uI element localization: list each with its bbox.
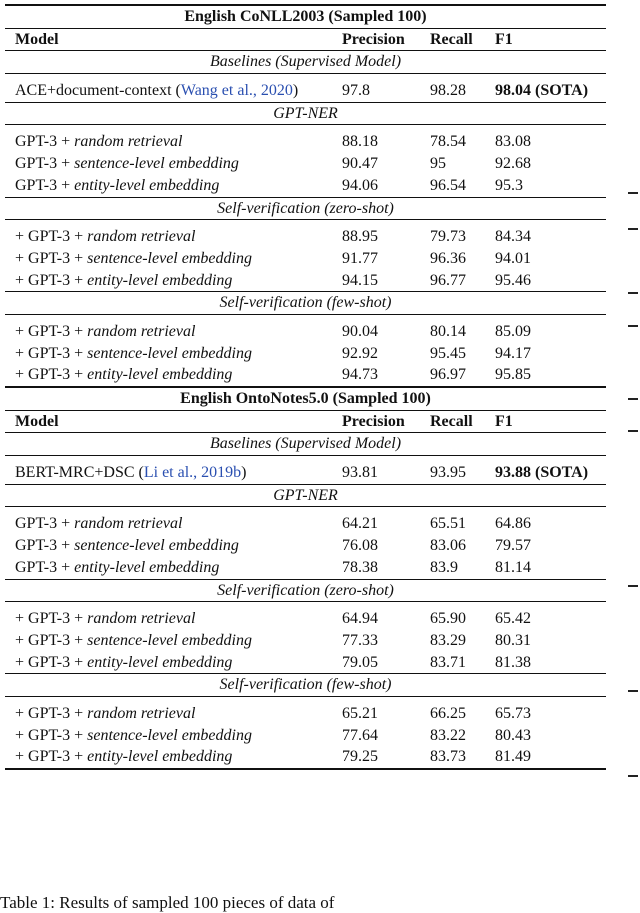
model-cell — [15, 557, 219, 579]
model-prefix: GPT-3 + — [15, 558, 75, 576]
table-row — [5, 513, 606, 535]
precision-cell: 65.21 — [342, 704, 378, 722]
model-method: random retrieval — [87, 610, 196, 628]
f1-cell: 80.31 — [495, 631, 531, 649]
model-prefix: + GPT-3 + — [15, 653, 88, 671]
precision-cell: 94.15 — [342, 271, 378, 289]
f1-cell: 80.43 — [495, 726, 531, 744]
side-mark — [628, 430, 638, 432]
recall-cell: 83.71 — [430, 653, 466, 671]
model-prefix: GPT-3 + — [15, 537, 75, 555]
section-title-text: English CoNLL2003 (Sampled 100) — [184, 8, 427, 25]
recall-cell: 80.14 — [430, 322, 466, 340]
table-row — [5, 175, 606, 197]
model-cell — [15, 131, 182, 153]
recall-cell: 93.95 — [430, 464, 466, 482]
model-cell — [15, 364, 232, 386]
model-cell — [15, 175, 219, 197]
table-row — [5, 226, 606, 248]
f1-cell: 95.46 — [495, 271, 531, 289]
citation-link: Li et al., 2019b — [143, 464, 242, 482]
model-cell — [15, 226, 195, 248]
group-label: GPT-NER — [273, 486, 338, 504]
f1-cell: 85.09 — [495, 322, 531, 340]
baseline-model — [15, 462, 246, 484]
precision-cell: 90.47 — [342, 155, 378, 173]
f1-cell: 98.04 (SOTA) — [495, 82, 589, 100]
recall-cell: 96.54 — [430, 176, 466, 194]
group-label: Self-verification (zero-shot) — [217, 199, 394, 217]
model-prefix: + GPT-3 + — [15, 748, 88, 766]
model-prefix: + GPT-3 + — [15, 631, 88, 649]
baseline-close: ) — [292, 82, 299, 100]
side-mark — [628, 192, 638, 194]
side-mark — [628, 325, 638, 327]
f1-cell: 95.3 — [495, 176, 523, 194]
precision-cell: 77.33 — [342, 631, 378, 649]
model-method: sentence-level embedding — [87, 344, 252, 362]
f1-cell: 92.68 — [495, 155, 531, 173]
precision-cell: 94.06 — [342, 176, 378, 194]
header-precision: Precision — [342, 412, 405, 430]
results-table — [5, 4, 606, 770]
model-method: random retrieval — [74, 515, 183, 533]
table-row — [5, 608, 606, 630]
group-label-row — [5, 51, 606, 73]
recall-cell: 65.51 — [430, 515, 466, 533]
model-method: sentence-level embedding — [74, 155, 239, 173]
model-cell — [15, 630, 252, 652]
table-caption: Table 1: Results of sampled 100 pieces of data of — [0, 893, 335, 912]
side-mark — [628, 228, 638, 230]
table-row — [5, 321, 606, 343]
model-cell — [15, 343, 252, 365]
baseline-close: ) — [241, 464, 247, 482]
model-cell — [15, 608, 195, 630]
model-method: sentence-level embedding — [87, 631, 252, 649]
precision-cell: 94.73 — [342, 366, 378, 384]
model-prefix: + GPT-3 + — [15, 704, 88, 722]
model-method: sentence-level embedding — [74, 537, 239, 555]
precision-cell: 97.8 — [342, 82, 370, 100]
group-label: Self-verification (few-shot) — [219, 676, 392, 694]
citation-link: Wang et al., 2020 — [180, 82, 293, 100]
model-method: entity-level embedding — [87, 748, 233, 766]
group-label-row — [5, 485, 606, 507]
model-method: entity-level embedding — [87, 653, 233, 671]
model-method: random retrieval — [87, 322, 196, 340]
model-prefix: + GPT-3 + — [15, 271, 88, 289]
precision-cell: 76.08 — [342, 537, 378, 555]
model-cell — [15, 270, 232, 292]
group-label-row — [5, 103, 606, 125]
section-title — [5, 6, 606, 28]
f1-cell: 83.08 — [495, 133, 531, 151]
precision-cell: 79.25 — [342, 748, 378, 766]
f1-cell: 65.42 — [495, 610, 531, 628]
f1-cell: 81.38 — [495, 653, 531, 671]
precision-cell: 90.04 — [342, 322, 378, 340]
model-cell — [15, 321, 195, 343]
model-cell — [15, 703, 195, 725]
recall-cell: 83.9 — [430, 558, 458, 576]
precision-cell: 92.92 — [342, 344, 378, 362]
f1-cell: 81.49 — [495, 748, 531, 766]
model-method: random retrieval — [87, 704, 196, 722]
f1-cell: 65.73 — [495, 704, 531, 722]
f1-cell: 84.34 — [495, 228, 531, 246]
recall-cell: 83.06 — [430, 537, 466, 555]
recall-cell: 95.45 — [430, 344, 466, 362]
header-model: Model — [15, 30, 59, 48]
recall-cell: 98.28 — [430, 82, 466, 100]
group-label: GPT-NER — [273, 104, 338, 122]
model-method: random retrieval — [87, 228, 196, 246]
precision-cell: 64.94 — [342, 610, 378, 628]
header-row — [5, 29, 606, 51]
recall-cell: 83.29 — [430, 631, 466, 649]
table-row — [5, 131, 606, 153]
baseline-model — [15, 80, 298, 102]
model-method: entity-level embedding — [87, 271, 233, 289]
header-recall: Recall — [430, 412, 473, 430]
side-mark — [628, 690, 638, 692]
model-prefix: GPT-3 + — [15, 176, 75, 194]
model-method: sentence-level embedding — [87, 726, 252, 744]
table-rule — [5, 768, 606, 770]
baseline-name: BERT-MRC+DSC ( — [15, 464, 144, 482]
model-method: sentence-level embedding — [87, 249, 252, 267]
group-label-row — [5, 580, 606, 602]
header-model: Model — [15, 412, 59, 430]
baseline-row — [5, 80, 606, 102]
model-prefix: + GPT-3 + — [15, 249, 88, 267]
f1-cell: 95.85 — [495, 366, 531, 384]
f1-cell: 64.86 — [495, 515, 531, 533]
precision-cell: 88.18 — [342, 133, 378, 151]
group-label: Baselines (Supervised Model) — [209, 435, 402, 453]
header-f1: F1 — [495, 412, 513, 430]
model-prefix: + GPT-3 + — [15, 726, 88, 744]
side-mark — [628, 292, 638, 294]
header-f1: F1 — [495, 30, 513, 48]
group-label: Baselines (Supervised Model) — [209, 53, 402, 71]
model-method: entity-level embedding — [74, 558, 220, 576]
recall-cell: 79.73 — [430, 228, 466, 246]
model-prefix: + GPT-3 + — [15, 322, 88, 340]
baseline-name: ACE+document-context ( — [15, 82, 181, 100]
table-row — [5, 703, 606, 725]
table-row — [5, 630, 606, 652]
model-prefix: GPT-3 + — [15, 155, 75, 173]
group-label-row — [5, 198, 606, 220]
baseline-row — [5, 462, 606, 484]
model-prefix: GPT-3 + — [15, 515, 75, 533]
recall-cell: 66.25 — [430, 704, 466, 722]
recall-cell: 65.90 — [430, 610, 466, 628]
precision-cell: 93.81 — [342, 464, 378, 482]
side-mark — [628, 585, 638, 587]
precision-cell: 91.77 — [342, 249, 378, 267]
recall-cell: 95 — [430, 155, 446, 173]
table-row — [5, 652, 606, 674]
model-cell — [15, 248, 252, 270]
f1-cell: 93.88 (SOTA) — [495, 464, 589, 482]
f1-cell: 79.57 — [495, 537, 531, 555]
model-cell — [15, 725, 252, 747]
group-label-row — [5, 674, 606, 696]
side-mark — [628, 398, 638, 400]
group-label-row — [5, 292, 606, 314]
table-row — [5, 343, 606, 365]
side-mark — [628, 775, 638, 777]
table-row — [5, 364, 606, 386]
model-method: entity-level embedding — [87, 366, 233, 384]
f1-cell: 81.14 — [495, 558, 531, 576]
table-row — [5, 270, 606, 292]
group-label: Self-verification (few-shot) — [219, 294, 392, 312]
model-method: entity-level embedding — [74, 176, 220, 194]
group-label: Self-verification (zero-shot) — [217, 581, 394, 599]
model-prefix: + GPT-3 + — [15, 228, 88, 246]
table-row — [5, 535, 606, 557]
model-method: random retrieval — [74, 133, 183, 151]
header-recall: Recall — [430, 30, 473, 48]
header-row — [5, 411, 606, 433]
table-row — [5, 557, 606, 579]
group-label-row — [5, 433, 606, 455]
model-cell — [15, 153, 239, 175]
table-row — [5, 153, 606, 175]
model-prefix: GPT-3 + — [15, 133, 75, 151]
model-cell — [15, 652, 232, 674]
precision-cell: 64.21 — [342, 515, 378, 533]
precision-cell: 79.05 — [342, 653, 378, 671]
recall-cell: 83.73 — [430, 748, 466, 766]
header-precision: Precision — [342, 30, 405, 48]
precision-cell: 88.95 — [342, 228, 378, 246]
model-cell — [15, 746, 232, 768]
precision-cell: 77.64 — [342, 726, 378, 744]
model-prefix: + GPT-3 + — [15, 366, 88, 384]
recall-cell: 78.54 — [430, 133, 466, 151]
model-prefix: + GPT-3 + — [15, 344, 88, 362]
f1-cell: 94.17 — [495, 344, 531, 362]
table-row — [5, 725, 606, 747]
recall-cell: 83.22 — [430, 726, 466, 744]
table-row — [5, 248, 606, 270]
recall-cell: 96.77 — [430, 271, 466, 289]
section-title — [5, 388, 606, 410]
recall-cell: 96.97 — [430, 366, 466, 384]
recall-cell: 96.36 — [430, 249, 466, 267]
f1-cell: 94.01 — [495, 249, 531, 267]
model-cell — [15, 513, 182, 535]
section-title-text: English OntoNotes5.0 (Sampled 100) — [180, 390, 431, 407]
model-cell — [15, 535, 239, 557]
model-prefix: + GPT-3 + — [15, 610, 88, 628]
precision-cell: 78.38 — [342, 558, 378, 576]
table-row — [5, 746, 606, 768]
